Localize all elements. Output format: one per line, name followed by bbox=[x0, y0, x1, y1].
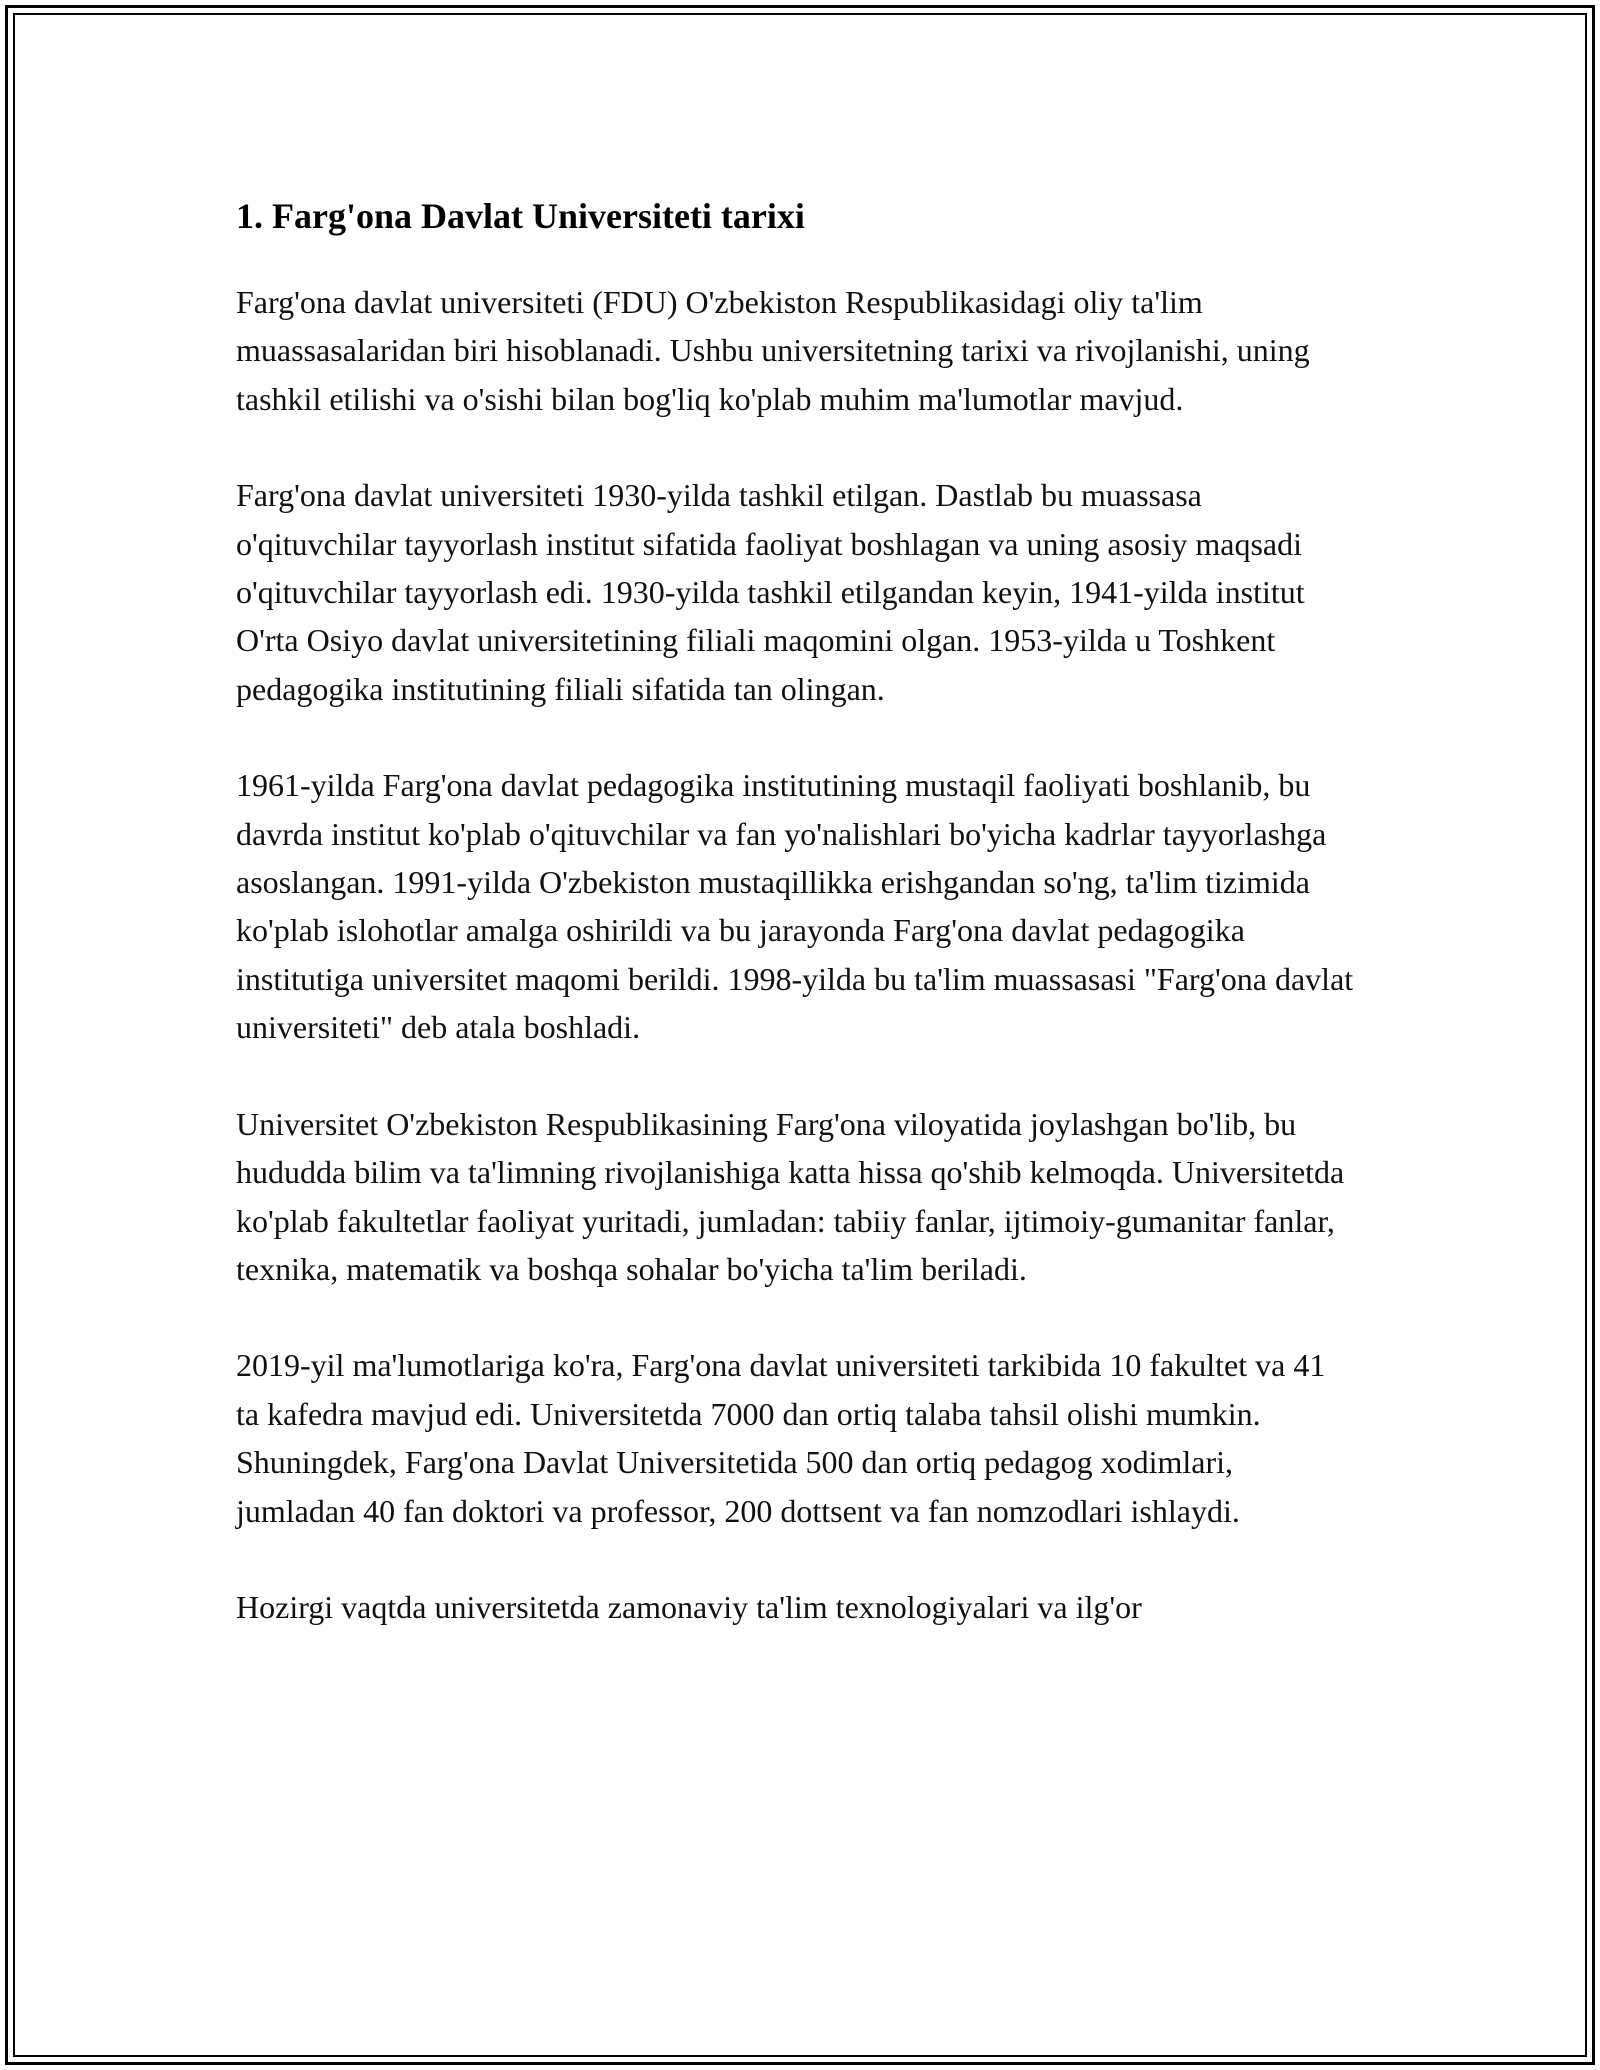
paragraph-6: Hozirgi vaqtda universitetda zamonaviy ta'lim texnologiyalari va ilg'or bbox=[236, 1588, 1142, 1625]
paragraph-2: Farg'ona davlat universiteti 1930-yilda tashkil etilgan. Dastlab bu muassasa o'qituvchilar tayyorlash institut sifatida faoliyat boshlagan va uning asosiy maqsadi o'qituvchilar tayyorlash edi. 1930-yilda tashkil etilgandan keyin, 1941-yilda institut O'rta Osiyo davlat universitetining filiali maqomini olgan. 1953-yilda u Toshkent pedagogika institutining filiali sifatida tan olingan. bbox=[236, 477, 1305, 707]
paragraph-4: Universitet O'zbekiston Respublikasining Farg'ona viloyatida joylashgan bo'lib, bu hududda bilim va ta'limning rivojlanishiga katta hissa qo'shib kelmoqda. Universitetda ko'plab fakultetlar faoliyat yuritadi, jumladan: tabiiy fanlar, ijtimoiy-gumanitar fanlar, texnika, matematik va boshqa sohalar bo'yicha ta'lim beriladi. bbox=[236, 1105, 1345, 1287]
document-body bbox=[236, 188, 1356, 1679]
paragraph-3: 1961-yilda Farg'ona davlat pedagogika institutining mustaqil faoliyati boshlanib, bu davrda institut ko'plab o'qituvchilar va fan yo'nalishlari bo'yicha kadrlar tayyorlashga asoslangan. 1991-yilda O'zbekiston mustaqillikka erishgandan so'ng, ta'lim tizimida ko'plab islohotlar amalga oshirildi va bu jarayonda Farg'ona davlat pedagogika institutiga universitet maqomi berildi. 1998-yilda bu ta'lim muassasasi "Farg'ona davlat universiteti" deb atala boshladi. bbox=[236, 767, 1354, 1046]
paragraph-1: Farg'ona davlat universiteti (FDU) O'zbekiston Respublikasidagi oliy ta'lim muassasalaridan biri hisoblanadi. Ushbu universitetning tarixi va rivojlanishi, uning tashkil etilishi va o'sishi bilan bog'liq ko'plab muhim ma'lumotlar mavjud. bbox=[236, 284, 1310, 417]
paragraph-5: 2019-yil ma'lumotlariga ko'ra, Farg'ona davlat universiteti tarkibida 10 fakultet va 41 ta kafedra mavjud edi. Universitetda 7000 dan ortiq talaba tahsil olishi mumkin. Shuningdek, Farg'ona Davlat Universitetida 500 dan ortiq pedagog xodimlari, jumladan 40 fan doktori va professor, 200 dottsent va fan nomzodlari ishlaydi. bbox=[236, 1347, 1326, 1529]
section-heading: 1. Farg'ona Davlat Universiteti tarixi bbox=[236, 196, 805, 236]
